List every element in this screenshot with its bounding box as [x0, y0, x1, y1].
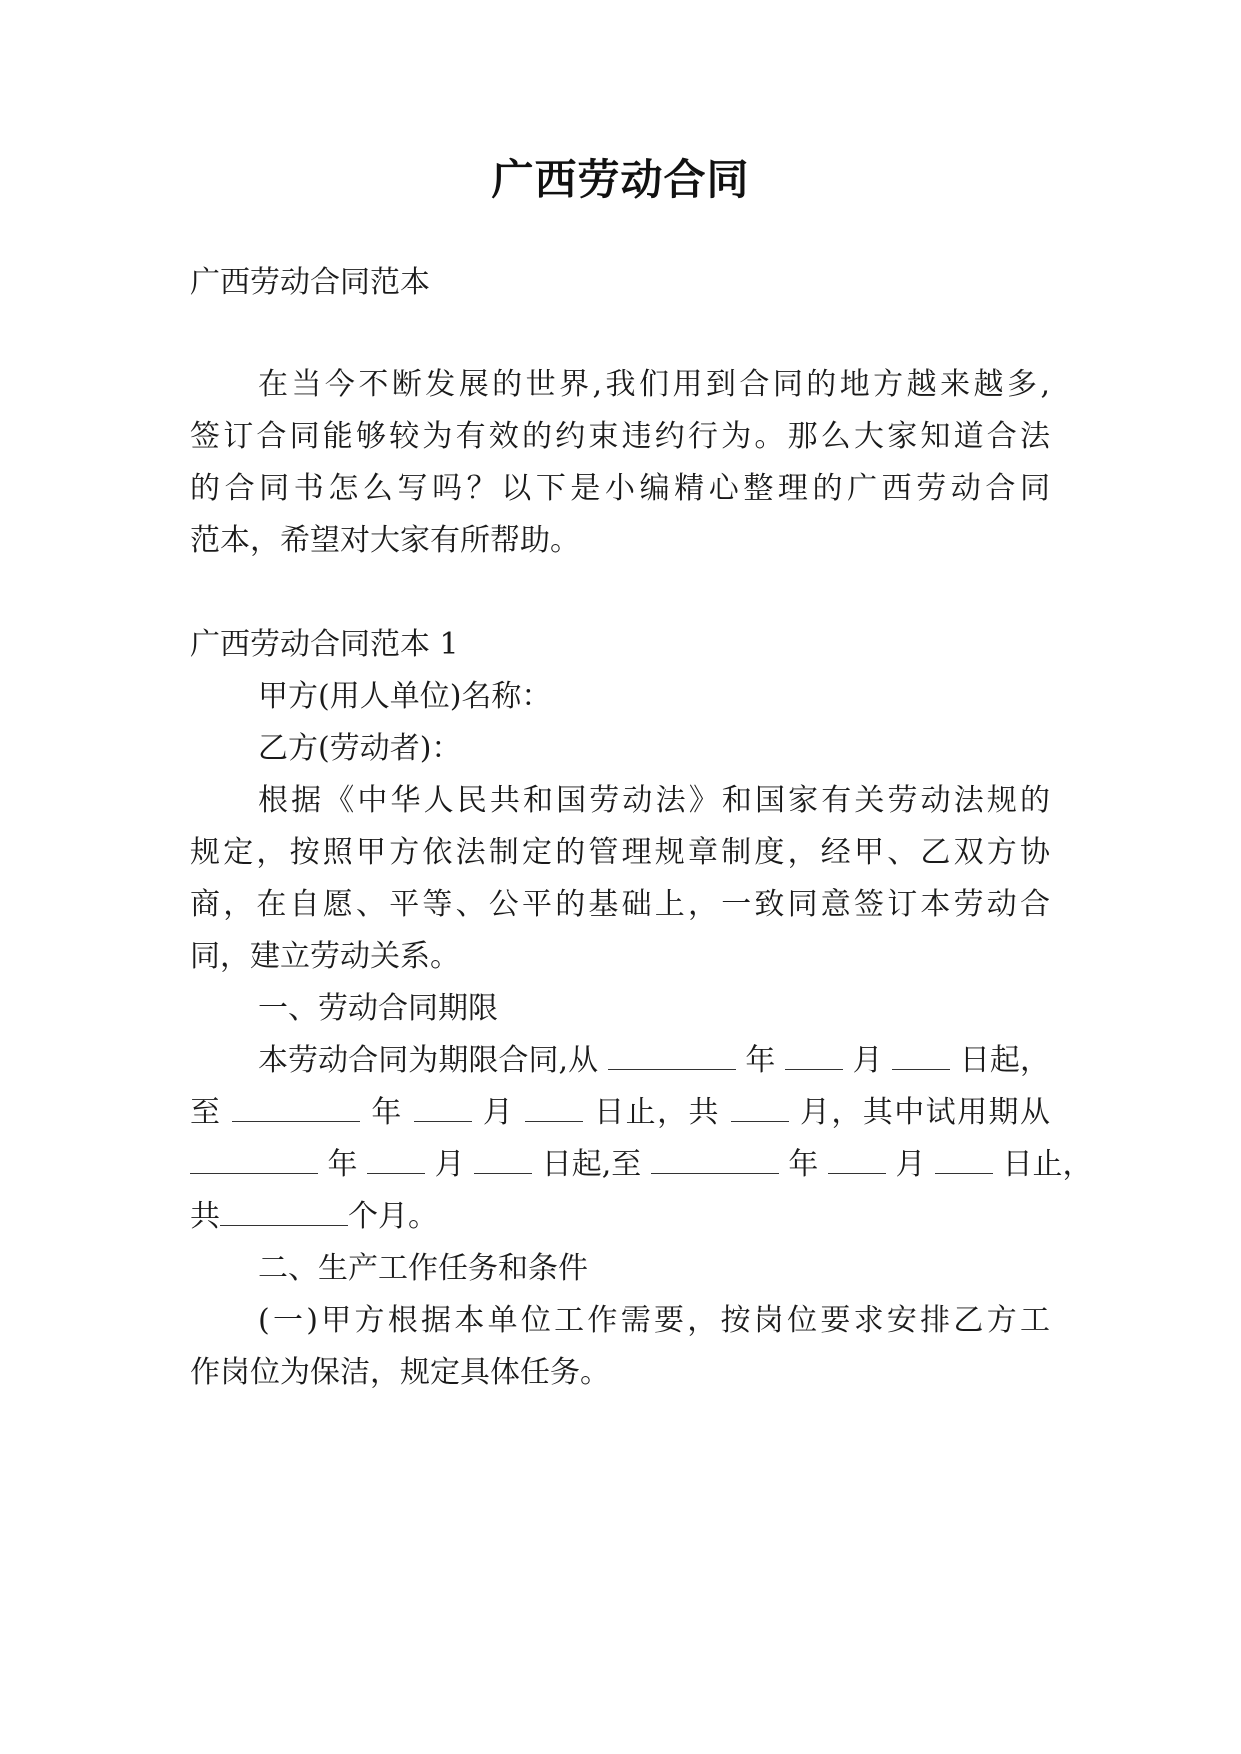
term-text: 个月。	[348, 1199, 438, 1234]
party-a-name: 甲方(用人单位)名称：	[258, 679, 552, 714]
term-line-3	[190, 1140, 1093, 1190]
term-text: 日止，	[1002, 1147, 1093, 1182]
term-text: 至	[190, 1095, 222, 1130]
term-text: 年	[745, 1043, 776, 1078]
month-blank	[367, 1141, 425, 1174]
clause-2-item-1-line-2: 作岗位为保洁，规定具体任务。	[190, 1355, 610, 1390]
term-text: 月，其中试用期从	[799, 1095, 1050, 1130]
month-blank	[828, 1141, 886, 1174]
term-text: 年	[371, 1095, 403, 1130]
year-blank	[608, 1037, 736, 1070]
year-blank	[651, 1141, 779, 1174]
day-blank	[525, 1089, 583, 1122]
term-text: 日起，	[959, 1043, 1050, 1078]
term-text: 月	[852, 1043, 883, 1078]
month-blank	[785, 1037, 843, 1070]
term-text: 本劳动合同为期限合同,从	[258, 1043, 599, 1078]
term-text: 月	[895, 1147, 926, 1182]
intro-line-4: 范本，希望对大家有所帮助。	[190, 523, 580, 558]
intro-line-3: 的合同书怎么写吗？以下是小编精心整理的广西劳动合同	[190, 471, 1050, 506]
term-text: 年	[327, 1147, 358, 1182]
clause-1-heading: 一、劳动合同期限	[258, 991, 498, 1026]
preamble-line-2: 规定，按照甲方依法制定的管理规章制度，经甲、乙双方协	[190, 835, 1050, 870]
month-blank	[414, 1089, 472, 1122]
intro-line-1: 在当今不断发展的世界,我们用到合同的地方越来越多,	[258, 367, 1050, 402]
clause-2-heading: 二、生产工作任务和条件	[258, 1251, 588, 1286]
preamble-line-3: 商，在自愿、平等、公平的基础上，一致同意签订本劳动合	[190, 887, 1050, 922]
term-line-4	[190, 1192, 1050, 1242]
clause-2-item-1-line-1: (一)甲方根据本单位工作需要，按岗位要求安排乙方工	[258, 1303, 1050, 1338]
term-text: 日止，共	[594, 1095, 720, 1130]
preamble-line-4: 同，建立劳动关系。	[190, 939, 460, 974]
day-blank	[935, 1141, 993, 1174]
months-blank	[220, 1193, 348, 1226]
section-heading: 广西劳动合同范本 1	[190, 627, 459, 662]
term-text: 日起,至	[541, 1147, 642, 1182]
document-subtitle: 广西劳动合同范本	[190, 265, 430, 300]
term-text: 年	[788, 1147, 819, 1182]
day-blank	[892, 1037, 950, 1070]
months-blank	[731, 1089, 789, 1122]
day-blank	[474, 1141, 532, 1174]
preamble-line-1: 根据《中华人民共和国劳动法》和国家有关劳动法规的	[258, 783, 1050, 818]
term-line-2	[190, 1088, 1050, 1138]
term-line-1	[258, 1036, 1050, 1086]
term-text: 共	[190, 1199, 220, 1234]
party-b-name: 乙方(劳动者)：	[258, 731, 462, 766]
year-blank	[190, 1141, 318, 1174]
term-text: 月	[482, 1095, 515, 1130]
year-blank	[232, 1089, 360, 1122]
intro-line-2: 签订合同能够较为有效的约束违约行为。那么大家知道合法	[190, 419, 1050, 454]
term-text: 月	[434, 1147, 465, 1182]
document-title: 广西劳动合同	[491, 155, 750, 204]
